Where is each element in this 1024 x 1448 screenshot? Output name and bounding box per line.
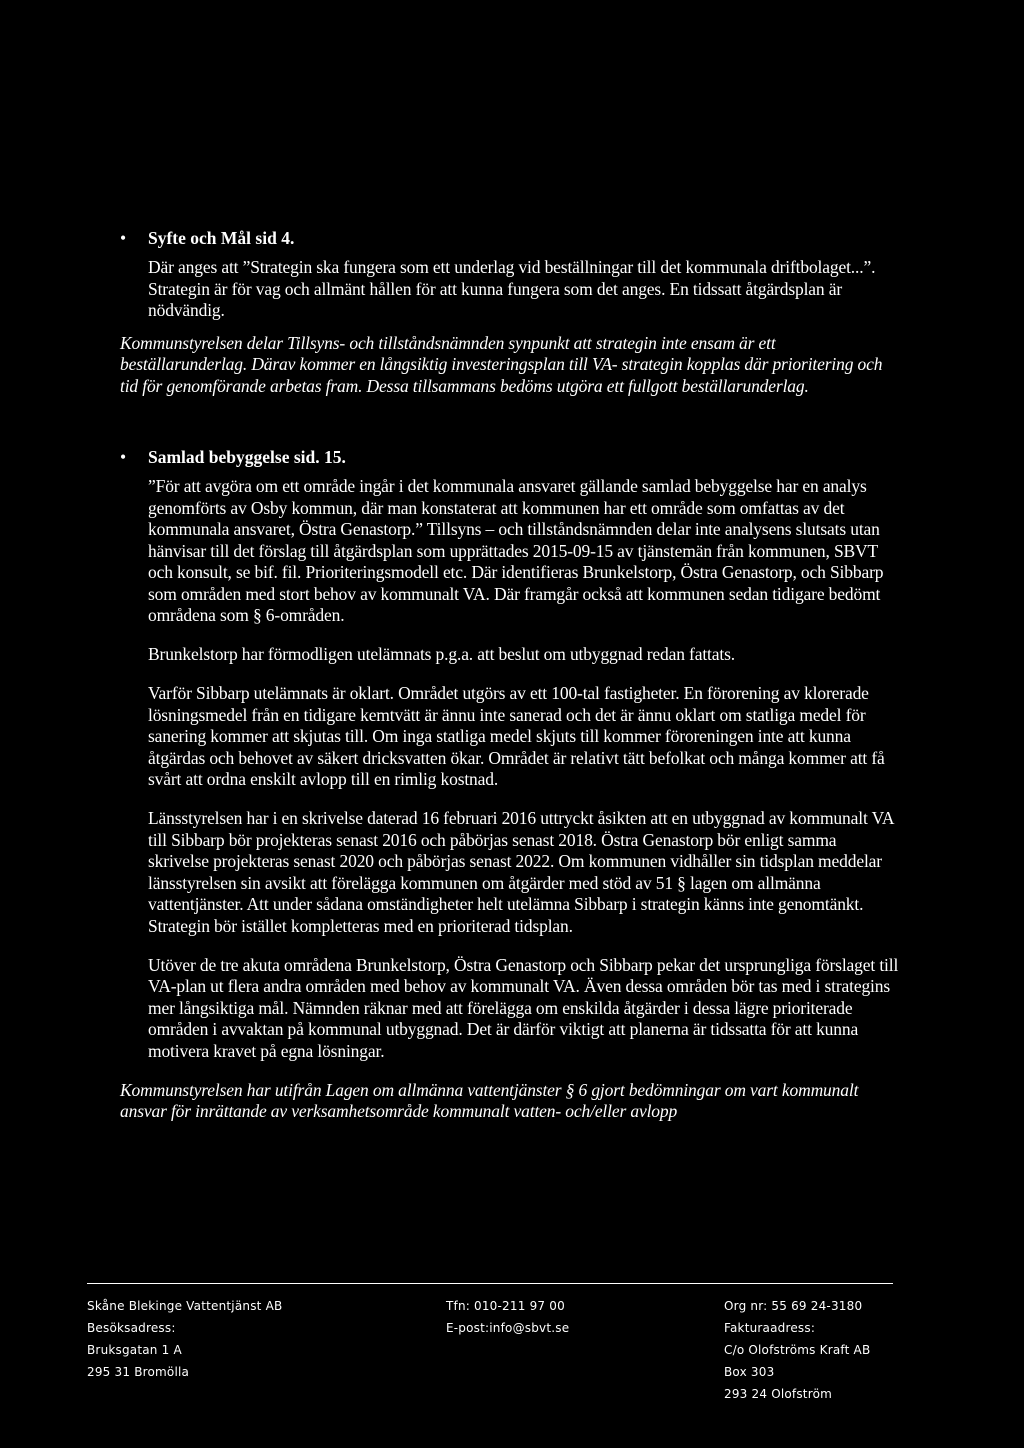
footer-company-column [87,1295,282,1383]
section-heading-samlad-bebyggelse [120,445,900,469]
footer-divider [87,1283,893,1284]
footer-phone: Tfn: 010-211 97 00 [446,1299,565,1313]
footer-postal-city: 295 31 Bromölla [87,1365,190,1379]
footer-email[interactable]: E-post:info@sbvt.se [446,1321,570,1335]
paragraph: Varför Sibbarp utelämnats är oklart. Området utgörs av ett 100-tal fastigheter. En förorening av klorerade lösningsmedel från en tidigare kemtvätt är ännu inte sanerad och det är ännu oklart om statliga medel för sanering kommer att skjutas till. Om inga statliga medel skjuts till kommer föroreningen inte att kunna åtgärdas och behovet av säkert dricksvatten ökar. Området är relativt tätt befolkat och många kommer att få svårt att ordna enskilt avlopp till en rimlig kostnad. [148,683,885,789]
section-heading-syfte [120,226,900,250]
footer-contact-column [446,1295,569,1339]
footer-invoice-co: C/o Olofströms Kraft AB [724,1343,871,1357]
document-body [120,226,900,1133]
paragraph: Brunkelstorp har förmodligen utelämnats p.g.a. att beslut om utbyggnad redan fattats. [148,644,735,664]
footer-company-name: Skåne Blekinge Vattentjänst AB [87,1299,283,1313]
paragraph: Länsstyrelsen har i en skrivelse daterad 16 februari 2016 uttryckt åsikten att en utbyggnad av kommunalt VA till Sibbarp bör projekteras senast 2016 och påbörjas senast 2018. Östra Genastorp bör enligt samma skrivelse projekteras senast 2020 och påbörjas senast 2022. Om kommunen vidhåller sin tidsplan meddelar länsstyrelsen sin avsikt att förelägga kommunen om åtgärder med stöd av 51 § lagen om allmänna vattentjänster. Att under sådana omständigheter helt utelämna Sibbarp i strategin känns inte genomtänkt. Strategin bör istället kompletteras med en prioriterad tidsplan. [148,808,894,936]
footer-invoice-box: Box 303 [724,1365,775,1379]
footer-invoice-label: Fakturaadress: [724,1321,816,1335]
section-heading-text: Syfte och Mål sid 4. [148,228,295,248]
bullet: • [120,447,127,467]
italic-response-paragraph: Kommunstyrelsen har utifrån Lagen om allmänna vattentjänster § 6 gjort bedömningar om vart kommunalt ansvar för inrättande av verksamhetsområde kommunalt vatten- och/eller avlopp [120,1079,859,1121]
footer-billing-column [724,1295,870,1405]
footer-org-number: Org nr: 55 69 24-3180 [724,1299,863,1313]
italic-response-paragraph: Kommunstyrelsen delar Tillsyns- och tillståndsnämnden synpunkt att strategin inte ensam är ett beställarunderlag. Därav kommer en långsiktig investeringsplan till VA- strategin kopplas där prioritering och tid för genomförande arbetas fram. Dessa tillsammans bedöms utgöra ett fullgott beställarunderlag. [120,332,883,396]
section-heading-text: Samlad bebyggelse sid. 15. [148,447,346,467]
paragraph: ”För att avgöra om ett område ingår i det kommunala ansvaret gällande samlad bebyggelse har en analys genomförts av Osby kommun, där man konstaterat att kommunen har ett område som omfattas av det kommunala ansvaret, Östra Genastorp.” Tillsyns – och tillståndsnämnden delar inte analysens slutsats utan hänvisar till det förslag till åtgärdsplan som upprättades 2015-09-15 av tjänstemän från kommunen, SBVT och konsult, se bif. fil. Prioriteringsmodell etc. Där identifieras Brunkelstorp, Östra Genastorp, och Sibbarp som områden med stort behov av kommunalt VA. Där framgår också att kommunen sedan tidigare bedömt områdena som § 6-områden. [148,476,884,625]
bullet: • [120,228,127,248]
footer-visit-label: Besöksadress: [87,1321,176,1335]
footer-street: Bruksgatan 1 A [87,1343,182,1357]
paragraph: Där anges att ”Strategin ska fungera som ett underlag vid beställningar till det kommunala driftbolaget...”. Strategin är för vag och allmänt hållen för att kunna fungera som det anges. En tidssatt åtgärdsplan är nödvändig. [148,257,876,320]
footer-invoice-postal: 293 24 Olofström [724,1387,833,1401]
paragraph: Utöver de tre akuta områdena Brunkelstorp, Östra Genastorp och Sibbarp pekar det ursprungliga förslaget till VA-plan ut flera andra områden med behov av kommunalt VA. Även dessa områden bör tas med i strategins mer långsiktiga mål. Nämnden räknar med att förelägga om enskilda åtgärder i dessa lägre prioriterade områden i avvaktan på kommunal utbyggnad. Det är därför viktigt att planerna är tidssatta för att kunna motivera kravet på egna lösningar. [148,954,899,1061]
